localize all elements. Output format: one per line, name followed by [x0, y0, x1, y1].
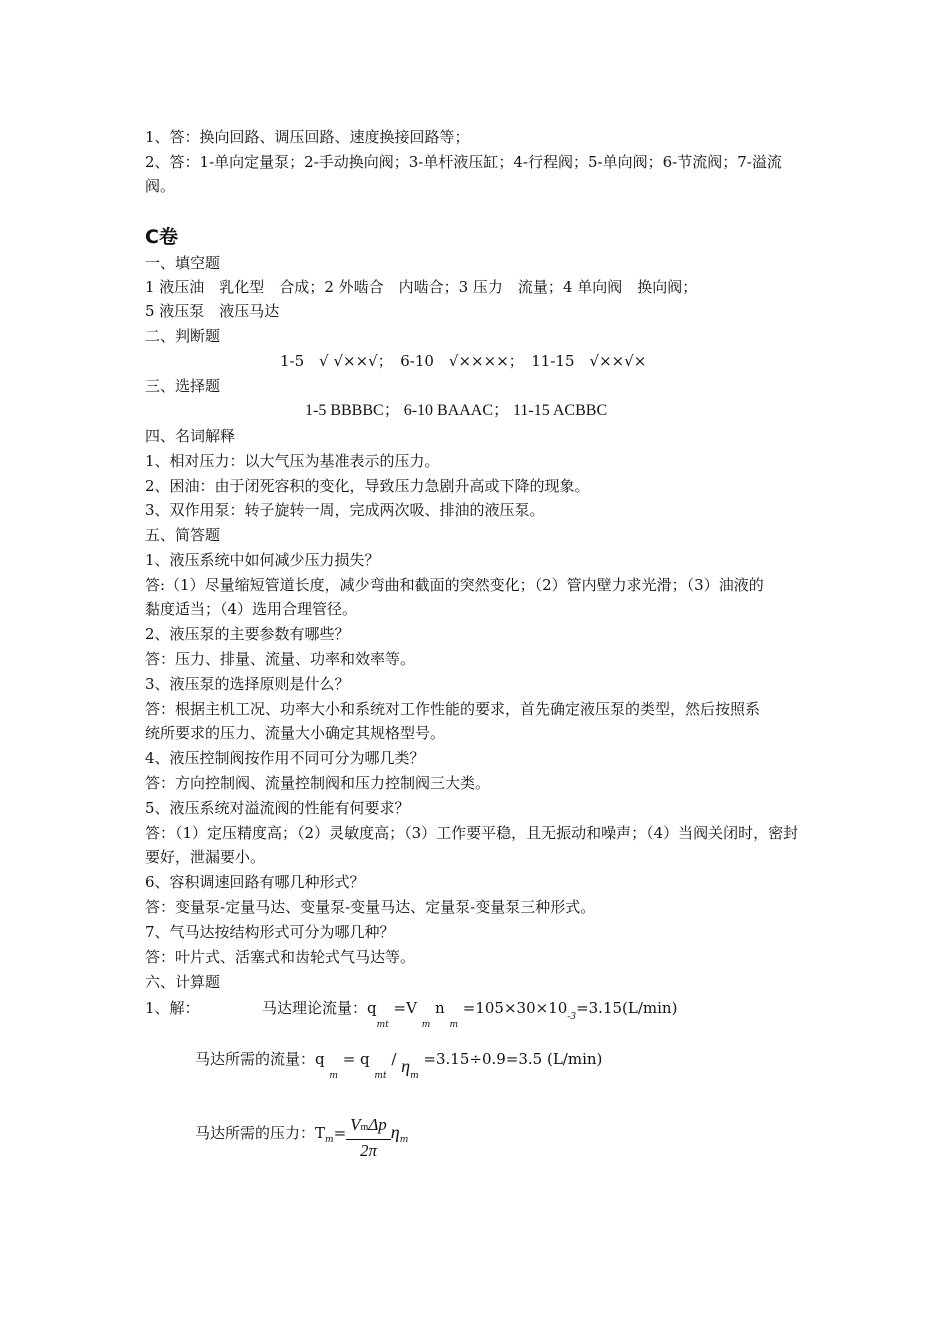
- answer-line: 3、双作用泵：转子旋转一周，完成两次吸、排油的液压泵。: [145, 501, 545, 519]
- subscript: m: [421, 1020, 431, 1030]
- answer-line: 答：根据主机工况、功率大小和系统对工作性能的要求，首先确定液压泵的类型，然后按照系: [145, 700, 761, 718]
- formula-text: /: [386, 1050, 402, 1068]
- subscript: m: [399, 1135, 409, 1145]
- question-line: 2、液压泵的主要参数有哪些？: [145, 625, 350, 643]
- subscript: m: [449, 1020, 458, 1030]
- question-line: 6、容积调速回路有哪几种形式？: [145, 873, 365, 891]
- question-line: 5、液压系统对溢流阀的性能有何要求？: [145, 799, 410, 817]
- answer-line: 答：（1）定压精度高；（2）灵敏度高；（3）工作要平稳，且无振动和噪声；（4）当阀关闭时，密封: [145, 824, 799, 842]
- formula-text: =V: [388, 999, 422, 1017]
- answer-line: 统所要求的压力、流量大小确定其规格型号。: [145, 724, 446, 742]
- eta-symbol: η: [401, 1056, 411, 1076]
- formula-required-flow: [195, 1047, 603, 1081]
- answer-line: 2、答：1-单向定量泵；2-手动换向阀；3-单杆液压缸；4-行程阀；5-单向阀；6-节流阀；7-溢流: [145, 153, 782, 171]
- answer-line: 5 液压泵 液压马达: [145, 302, 280, 320]
- answer-line: 要好，泄漏要小。: [145, 848, 266, 866]
- subscript: m: [360, 1122, 369, 1133]
- fraction: [346, 1114, 391, 1162]
- section-title: C卷: [145, 226, 178, 248]
- solve-label: 1、解：: [145, 999, 200, 1017]
- question-line: 4、液压控制阀按作用不同可分为哪几类？: [145, 749, 425, 767]
- question-line: 7、气马达按结构形式可分为哪几种？: [145, 923, 395, 941]
- section-heading: 二、判断题: [145, 327, 221, 345]
- question-line: 3、液压泵的选择原则是什么？: [145, 675, 350, 693]
- formula-text: =: [333, 1124, 347, 1142]
- answer-line: 1 液压油 乳化型 合成；2 外啮合 内啮合；3 压力 流量；4 单向阀 换向阀；: [145, 278, 698, 296]
- answer-line: 2、困油：由于闭死容积的变化，导致压力急剧升高或下降的现象。: [145, 477, 590, 495]
- answer-line: 答：叶片式、活塞式和齿轮式气马达等。: [145, 948, 416, 966]
- formula-result: =3.15÷0.9=3.5 (L/min): [418, 1050, 603, 1068]
- answer-line: 答:（1）尽量缩短管道长度，减少弯曲和截面的突然变化；（2）管内壁力求光滑；（3）油液的: [145, 576, 764, 594]
- subscript: mt: [374, 1071, 387, 1081]
- eta-symbol: η: [390, 1122, 400, 1142]
- subscript: m: [329, 1071, 338, 1081]
- formula-text: =105×30×10: [458, 999, 568, 1017]
- numerator-symbol: V: [350, 1115, 361, 1134]
- formula-label: 马达所需的流量：q: [195, 1050, 330, 1068]
- section-heading: 四、名词解释: [145, 427, 236, 445]
- exponent: -3: [567, 1012, 577, 1022]
- answer-line: 1-5 √ √××√； 6-10 √××××； 11-15 √××√×: [280, 352, 647, 370]
- formula-label: 马达所需的压力：T: [195, 1124, 326, 1142]
- question-line: 1、液压系统中如何减少压力损失？: [145, 551, 380, 569]
- subscript: m: [325, 1135, 334, 1145]
- section-heading: 六、计算题: [145, 973, 221, 991]
- numerator-rest: Δp: [368, 1115, 387, 1134]
- answer-line: 答：方向控制阀、流量控制阀和压力控制阀三大类。: [145, 774, 491, 792]
- answer-line: 1-5 BBBBC； 6-10 BAAAC； 11-15 ACBBC: [305, 402, 608, 419]
- section-heading: 一、填空题: [145, 254, 221, 272]
- section-heading: 三、选择题: [145, 377, 221, 395]
- fraction-numerator: [346, 1114, 391, 1140]
- answer-line: 黏度适当；（4）选用合理管径。: [145, 600, 358, 618]
- formula-theoretical-flow: [262, 997, 678, 1030]
- subscript: mt: [376, 1020, 389, 1030]
- formula-text: = q: [337, 1050, 375, 1068]
- formula-text: n: [430, 999, 450, 1017]
- subscript: m: [410, 1071, 419, 1081]
- answer-line: 1、答：换向回路、调压回路、速度换接回路等；: [145, 128, 470, 146]
- section-heading: 五、简答题: [145, 526, 221, 544]
- fraction-denominator: 2π: [359, 1141, 377, 1160]
- formula-result: =3.15(L/min): [576, 999, 678, 1017]
- answer-line: 1、相对压力：以大气压为基准表示的压力。: [145, 452, 440, 470]
- formula-label: 马达理论流量：q: [262, 999, 377, 1017]
- answer-line: 答：压力、排量、流量、功率和效率等。: [145, 650, 416, 668]
- formula-required-torque: [195, 1110, 408, 1158]
- answer-line: 阀。: [145, 177, 176, 195]
- answer-line: 答：变量泵-定量马达、变量泵-变量马达、定量泵-变量泵三种形式。: [145, 898, 596, 916]
